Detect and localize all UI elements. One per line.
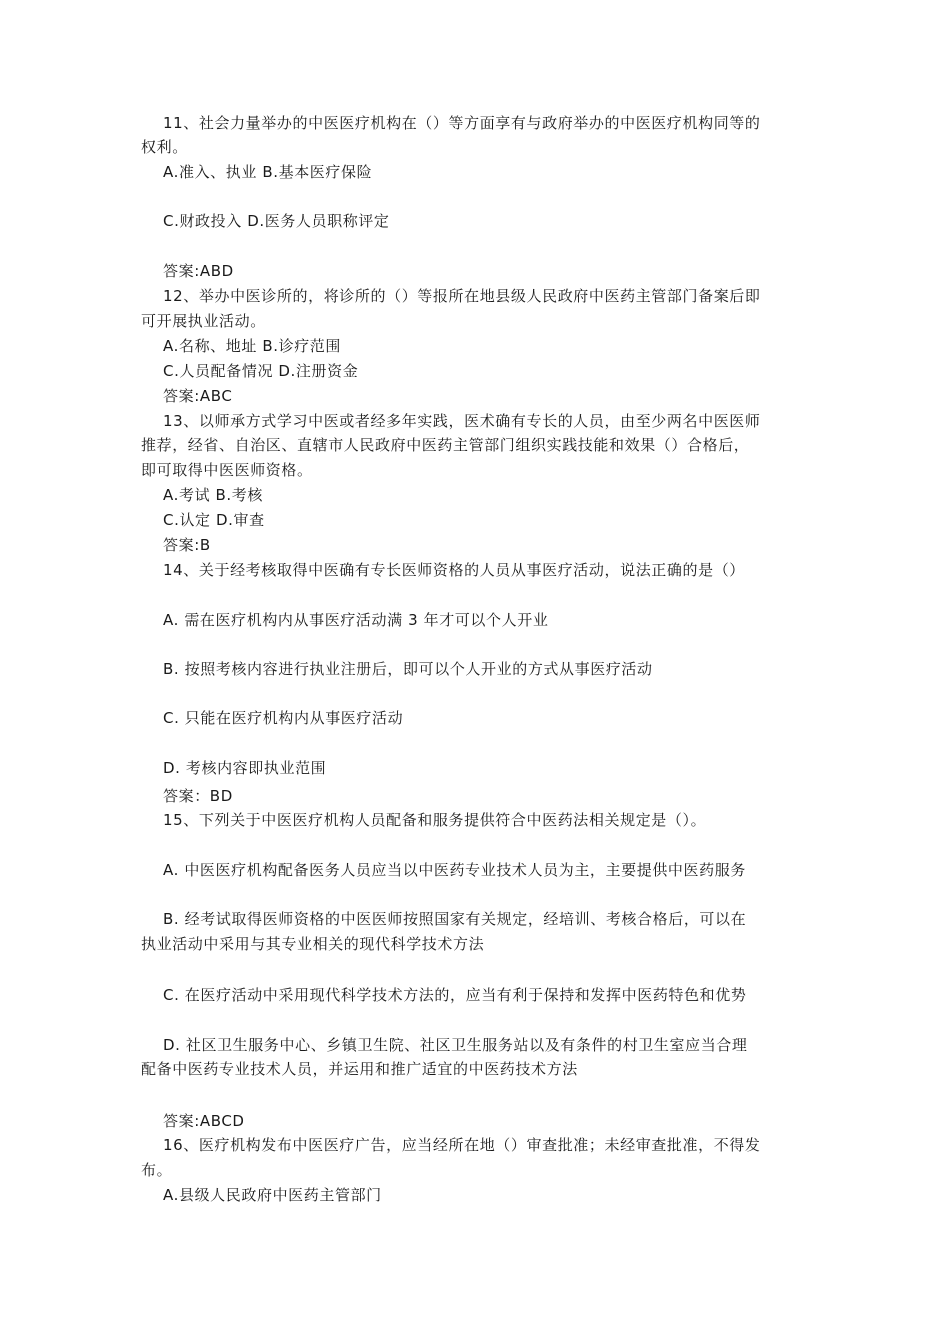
q11-options-ab: A.准入、执业 B.基本医疗保险 (163, 163, 373, 181)
q13-answer: 答案:B (163, 536, 211, 554)
q12-options-cd: C.人员配备情况 D.注册资金 (163, 362, 359, 380)
q15-stem: 15、下列关于中医医疗机构人员配备和服务提供符合中医药法相关规定是（）。 (163, 811, 707, 829)
q12-answer: 答案:ABC (163, 387, 233, 405)
q14-option-b: B. 按照考核内容进行执业注册后，即可以个人开业的方式从事医疗活动 (163, 660, 653, 678)
q11-stem-line2: 权利。 (141, 138, 188, 156)
q11-stem-line1: 11、社会力量举办的中医医疗机构在（）等方面享有与政府举办的中医医疗机构同等的 (163, 114, 761, 132)
q16-stem-line2: 布。 (141, 1161, 173, 1179)
q15-option-d-line2: 配备中医药专业技术人员，并运用和推广适宜的中医药技术方法 (141, 1060, 578, 1078)
q14-option-a: A. 需在医疗机构内从事医疗活动满 3 年才可以个人开业 (163, 611, 549, 629)
q13-stem-line2: 推荐，经省、自治区、直辖市人民政府中医药主管部门组织实践技能和效果（）合格后， (141, 436, 750, 454)
q16-option-a: A.县级人民政府中医药主管部门 (163, 1186, 382, 1204)
q15-answer: 答案:ABCD (163, 1112, 245, 1130)
q13-options-cd: C.认定 D.审查 (163, 511, 265, 529)
q15-option-a: A. 中医医疗机构配备医务人员应当以中医药专业技术人员为主，主要提供中医药服务 (163, 861, 746, 879)
q16-stem-line1: 16、医疗机构发布中医医疗广告，应当经所在地（）审查批准；未经审查批准，不得发 (163, 1136, 761, 1154)
q12-options-ab: A.名称、地址 B.诊疗范围 (163, 337, 341, 355)
q11-options-cd: C.财政投入 D.医务人员职称评定 (163, 212, 390, 230)
q13-options-ab: A.考试 B.考核 (163, 486, 263, 504)
q14-option-c: C. 只能在医疗机构内从事医疗活动 (163, 709, 404, 727)
q11-answer: 答案:ABD (163, 262, 234, 280)
q13-stem-line1: 13、以师承方式学习中医或者经多年实践，医术确有专长的人员，由至少两名中医医师 (163, 412, 761, 430)
q15-option-c: C. 在医疗活动中采用现代科学技术方法的，应当有利于保持和发挥中医药特色和优势 (163, 986, 747, 1004)
q15-option-b-line1: B. 经考试取得医师资格的中医医师按照国家有关规定，经培训、考核合格后，可以在 (163, 910, 747, 928)
q13-stem-line3: 即可取得中医医师资格。 (141, 461, 313, 479)
q15-option-b-line2: 执业活动中采用与其专业相关的现代科学技术方法 (141, 935, 485, 953)
q14-answer: 答案：BD (163, 787, 233, 805)
q15-option-d-line1: D. 社区卫生服务中心、乡镇卫生院、社区卫生服务站以及有条件的村卫生室应当合理 (163, 1036, 748, 1054)
q14-stem: 14、关于经考核取得中医确有专长医师资格的人员从事医疗活动，说法正确的是（） (163, 561, 745, 579)
q12-stem-line2: 可开展执业活动。 (141, 312, 266, 330)
q12-stem-line1: 12、举办中医诊所的，将诊所的（）等报所在地县级人民政府中医药主管部门备案后即 (163, 287, 761, 305)
q14-option-d: D. 考核内容即执业范围 (163, 759, 327, 777)
